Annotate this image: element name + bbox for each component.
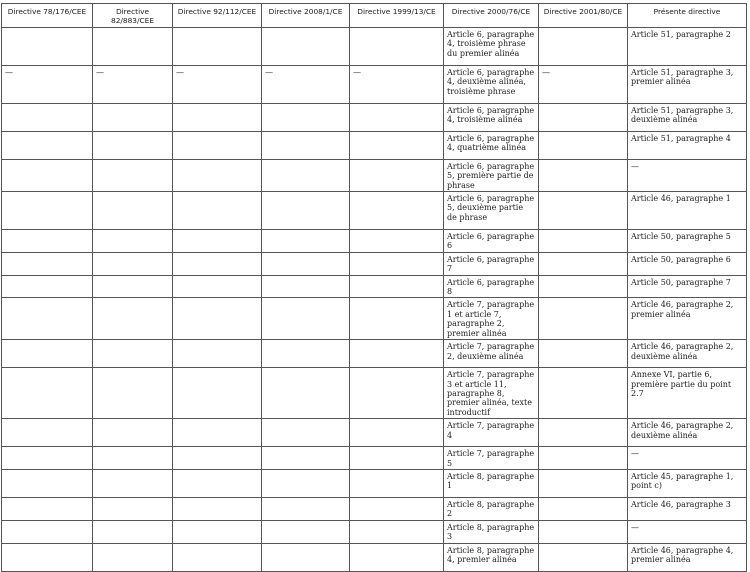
table-cell [262, 543, 350, 571]
table-cell [350, 230, 444, 253]
table-cell [539, 252, 628, 275]
table-cell [2, 159, 93, 191]
table-cell [350, 419, 444, 447]
table-cell [539, 103, 628, 131]
correspondence-table [1, 3, 747, 572]
table-row [2, 419, 747, 447]
table-cell [539, 543, 628, 571]
table-cell [173, 419, 262, 447]
header-row [2, 4, 747, 28]
table-cell [262, 340, 350, 368]
table-cell [262, 298, 350, 340]
table-cell [350, 340, 444, 368]
table-cell [93, 103, 173, 131]
table-cell: Article 7, paragraphe 2, deuxième alinéa [444, 340, 539, 368]
table-cell [539, 131, 628, 159]
table-cell: Article 51, paragraphe 3, deuxième alinéa [628, 103, 747, 131]
table-cell [350, 252, 444, 275]
table-cell: — [2, 65, 93, 103]
table-cell [173, 131, 262, 159]
table-cell [262, 192, 350, 230]
table-cell [539, 497, 628, 520]
table-cell [2, 520, 93, 543]
table-cell [262, 497, 350, 520]
table-row [2, 131, 747, 159]
column-header: Directive 1999/13/CE [350, 4, 444, 28]
table-cell [93, 469, 173, 497]
table-cell [2, 368, 93, 419]
table-cell [2, 497, 93, 520]
table-cell [173, 298, 262, 340]
column-header: Directive 2008/1/CE [262, 4, 350, 28]
table-cell [539, 520, 628, 543]
table-cell [539, 419, 628, 447]
table-cell [2, 103, 93, 131]
table-cell: Article 7, paragraphe 1 et article 7, paragraphe 2, premier alinéa [444, 298, 539, 340]
table-cell: — [628, 447, 747, 470]
table-row [2, 252, 747, 275]
table-cell: Article 45, paragraphe 1, point c) [628, 469, 747, 497]
table-cell [2, 419, 93, 447]
table-row [2, 469, 747, 497]
table-cell: Article 6, paragraphe 4, troisième phrase du premier alinéa [444, 27, 539, 65]
table-cell: Article 46, paragraphe 1 [628, 192, 747, 230]
table-row [2, 230, 747, 253]
table-cell: Article 7, paragraphe 5 [444, 447, 539, 470]
table-cell [350, 192, 444, 230]
table-cell [93, 275, 173, 298]
table-cell: Article 50, paragraphe 7 [628, 275, 747, 298]
table-cell [93, 543, 173, 571]
table-cell [262, 159, 350, 191]
table-cell [262, 27, 350, 65]
table-cell [539, 27, 628, 65]
table-cell [262, 520, 350, 543]
table-row [2, 298, 747, 340]
table-cell [350, 27, 444, 65]
table-cell [350, 520, 444, 543]
table-cell [2, 230, 93, 253]
table-cell [173, 275, 262, 298]
table-cell: Annexe VI, partie 6, première partie du point 2.7 [628, 368, 747, 419]
table-cell: Article 7, paragraphe 4 [444, 419, 539, 447]
table-cell [539, 447, 628, 470]
table-row [2, 543, 747, 571]
table-cell [350, 131, 444, 159]
table-cell [539, 340, 628, 368]
table-cell: — [350, 65, 444, 103]
table-cell: — [628, 520, 747, 543]
table-cell [93, 252, 173, 275]
table-cell [539, 469, 628, 497]
table-cell [2, 192, 93, 230]
table-cell [173, 469, 262, 497]
table-cell [539, 230, 628, 253]
table-cell: — [539, 65, 628, 103]
table-cell: Article 8, paragraphe 3 [444, 520, 539, 543]
table-cell [2, 252, 93, 275]
table-cell [262, 469, 350, 497]
table-cell: Article 7, paragraphe 3 et article 11, paragraphe 8, premier alinéa, texte introductif [444, 368, 539, 419]
table-cell [2, 27, 93, 65]
table-cell [93, 131, 173, 159]
column-header: Directive 2001/80/CE [539, 4, 628, 28]
table-cell [350, 469, 444, 497]
table-cell: Article 46, paragraphe 2, premier alinéa [628, 298, 747, 340]
table-cell [2, 298, 93, 340]
table-cell: — [93, 65, 173, 103]
table-cell: Article 6, paragraphe 5, première partie de phrase [444, 159, 539, 191]
table-row [2, 159, 747, 191]
table-cell: Article 8, paragraphe 4, premier alinéa [444, 543, 539, 571]
table-cell [173, 497, 262, 520]
column-header: Directive 82/883/CEE [93, 4, 173, 28]
table-cell: Article 6, paragraphe 8 [444, 275, 539, 298]
table-cell [173, 252, 262, 275]
table-cell: Article 6, paragraphe 4, troisième alinéa [444, 103, 539, 131]
table-cell [173, 543, 262, 571]
table-cell [2, 447, 93, 470]
table-cell: Article 46, paragraphe 2, deuxième alinéa [628, 340, 747, 368]
table-cell [173, 159, 262, 191]
table-cell [350, 275, 444, 298]
table-cell [350, 447, 444, 470]
table-cell [539, 192, 628, 230]
table-row [2, 447, 747, 470]
table-cell [539, 159, 628, 191]
table-cell [173, 27, 262, 65]
table-cell [173, 520, 262, 543]
table-cell [262, 103, 350, 131]
table-cell [173, 192, 262, 230]
table-cell [173, 447, 262, 470]
table-cell [2, 469, 93, 497]
table-cell: — [262, 65, 350, 103]
table-row [2, 27, 747, 65]
table-cell [173, 103, 262, 131]
table-cell: Article 8, paragraphe 1 [444, 469, 539, 497]
table-cell: Article 6, paragraphe 5, deuxième partie de phrase [444, 192, 539, 230]
table-row [2, 368, 747, 419]
table-cell: Article 51, paragraphe 4 [628, 131, 747, 159]
table-row [2, 192, 747, 230]
table-cell [93, 192, 173, 230]
table-cell [539, 275, 628, 298]
table-row [2, 103, 747, 131]
table-cell [93, 340, 173, 368]
table-row [2, 497, 747, 520]
table-cell: Article 50, paragraphe 5 [628, 230, 747, 253]
table-cell [93, 520, 173, 543]
table-cell: Article 51, paragraphe 3, premier alinéa [628, 65, 747, 103]
table-row [2, 65, 747, 103]
table-cell: Article 51, paragraphe 2 [628, 27, 747, 65]
table-cell: Article 46, paragraphe 3 [628, 497, 747, 520]
table-cell [262, 230, 350, 253]
table-cell [173, 230, 262, 253]
table-cell [2, 275, 93, 298]
table-cell [93, 447, 173, 470]
table-cell: — [173, 65, 262, 103]
table-cell [173, 340, 262, 368]
table-cell [2, 131, 93, 159]
table-cell [173, 368, 262, 419]
table-cell [93, 230, 173, 253]
table-cell [350, 159, 444, 191]
column-header: Présente directive [628, 4, 747, 28]
table-cell [93, 368, 173, 419]
table-cell [262, 275, 350, 298]
table-cell: Article 6, paragraphe 7 [444, 252, 539, 275]
table-cell: Article 8, paragraphe 2 [444, 497, 539, 520]
table-cell [350, 298, 444, 340]
table-cell: — [628, 159, 747, 191]
table-cell [93, 298, 173, 340]
table-row [2, 340, 747, 368]
table-cell [2, 543, 93, 571]
table-cell [539, 368, 628, 419]
table-cell [262, 419, 350, 447]
table-cell [2, 340, 93, 368]
column-header: Directive 78/176/CEE [2, 4, 93, 28]
column-header: Directive 2000/76/CE [444, 4, 539, 28]
table-cell: Article 46, paragraphe 2, deuxième alinéa [628, 419, 747, 447]
table-cell [350, 368, 444, 419]
table-cell [350, 543, 444, 571]
table-cell [262, 368, 350, 419]
table-row [2, 520, 747, 543]
column-header: Directive 92/112/CEE [173, 4, 262, 28]
table-cell: Article 6, paragraphe 4, quatrième alinéa [444, 131, 539, 159]
table-row [2, 275, 747, 298]
table-cell: Article 6, paragraphe 4, deuxième alinéa, troisième phrase [444, 65, 539, 103]
table-cell [262, 131, 350, 159]
table-cell [93, 497, 173, 520]
table-cell [350, 103, 444, 131]
table-cell [262, 252, 350, 275]
table-cell: Article 6, paragraphe 6 [444, 230, 539, 253]
table-cell [93, 419, 173, 447]
table-cell [350, 497, 444, 520]
table-cell [93, 159, 173, 191]
table-body [2, 27, 747, 571]
table-cell [93, 27, 173, 65]
table-cell [539, 298, 628, 340]
table-cell: Article 46, paragraphe 4, premier alinéa [628, 543, 747, 571]
table-cell [262, 447, 350, 470]
table-cell: Article 50, paragraphe 6 [628, 252, 747, 275]
